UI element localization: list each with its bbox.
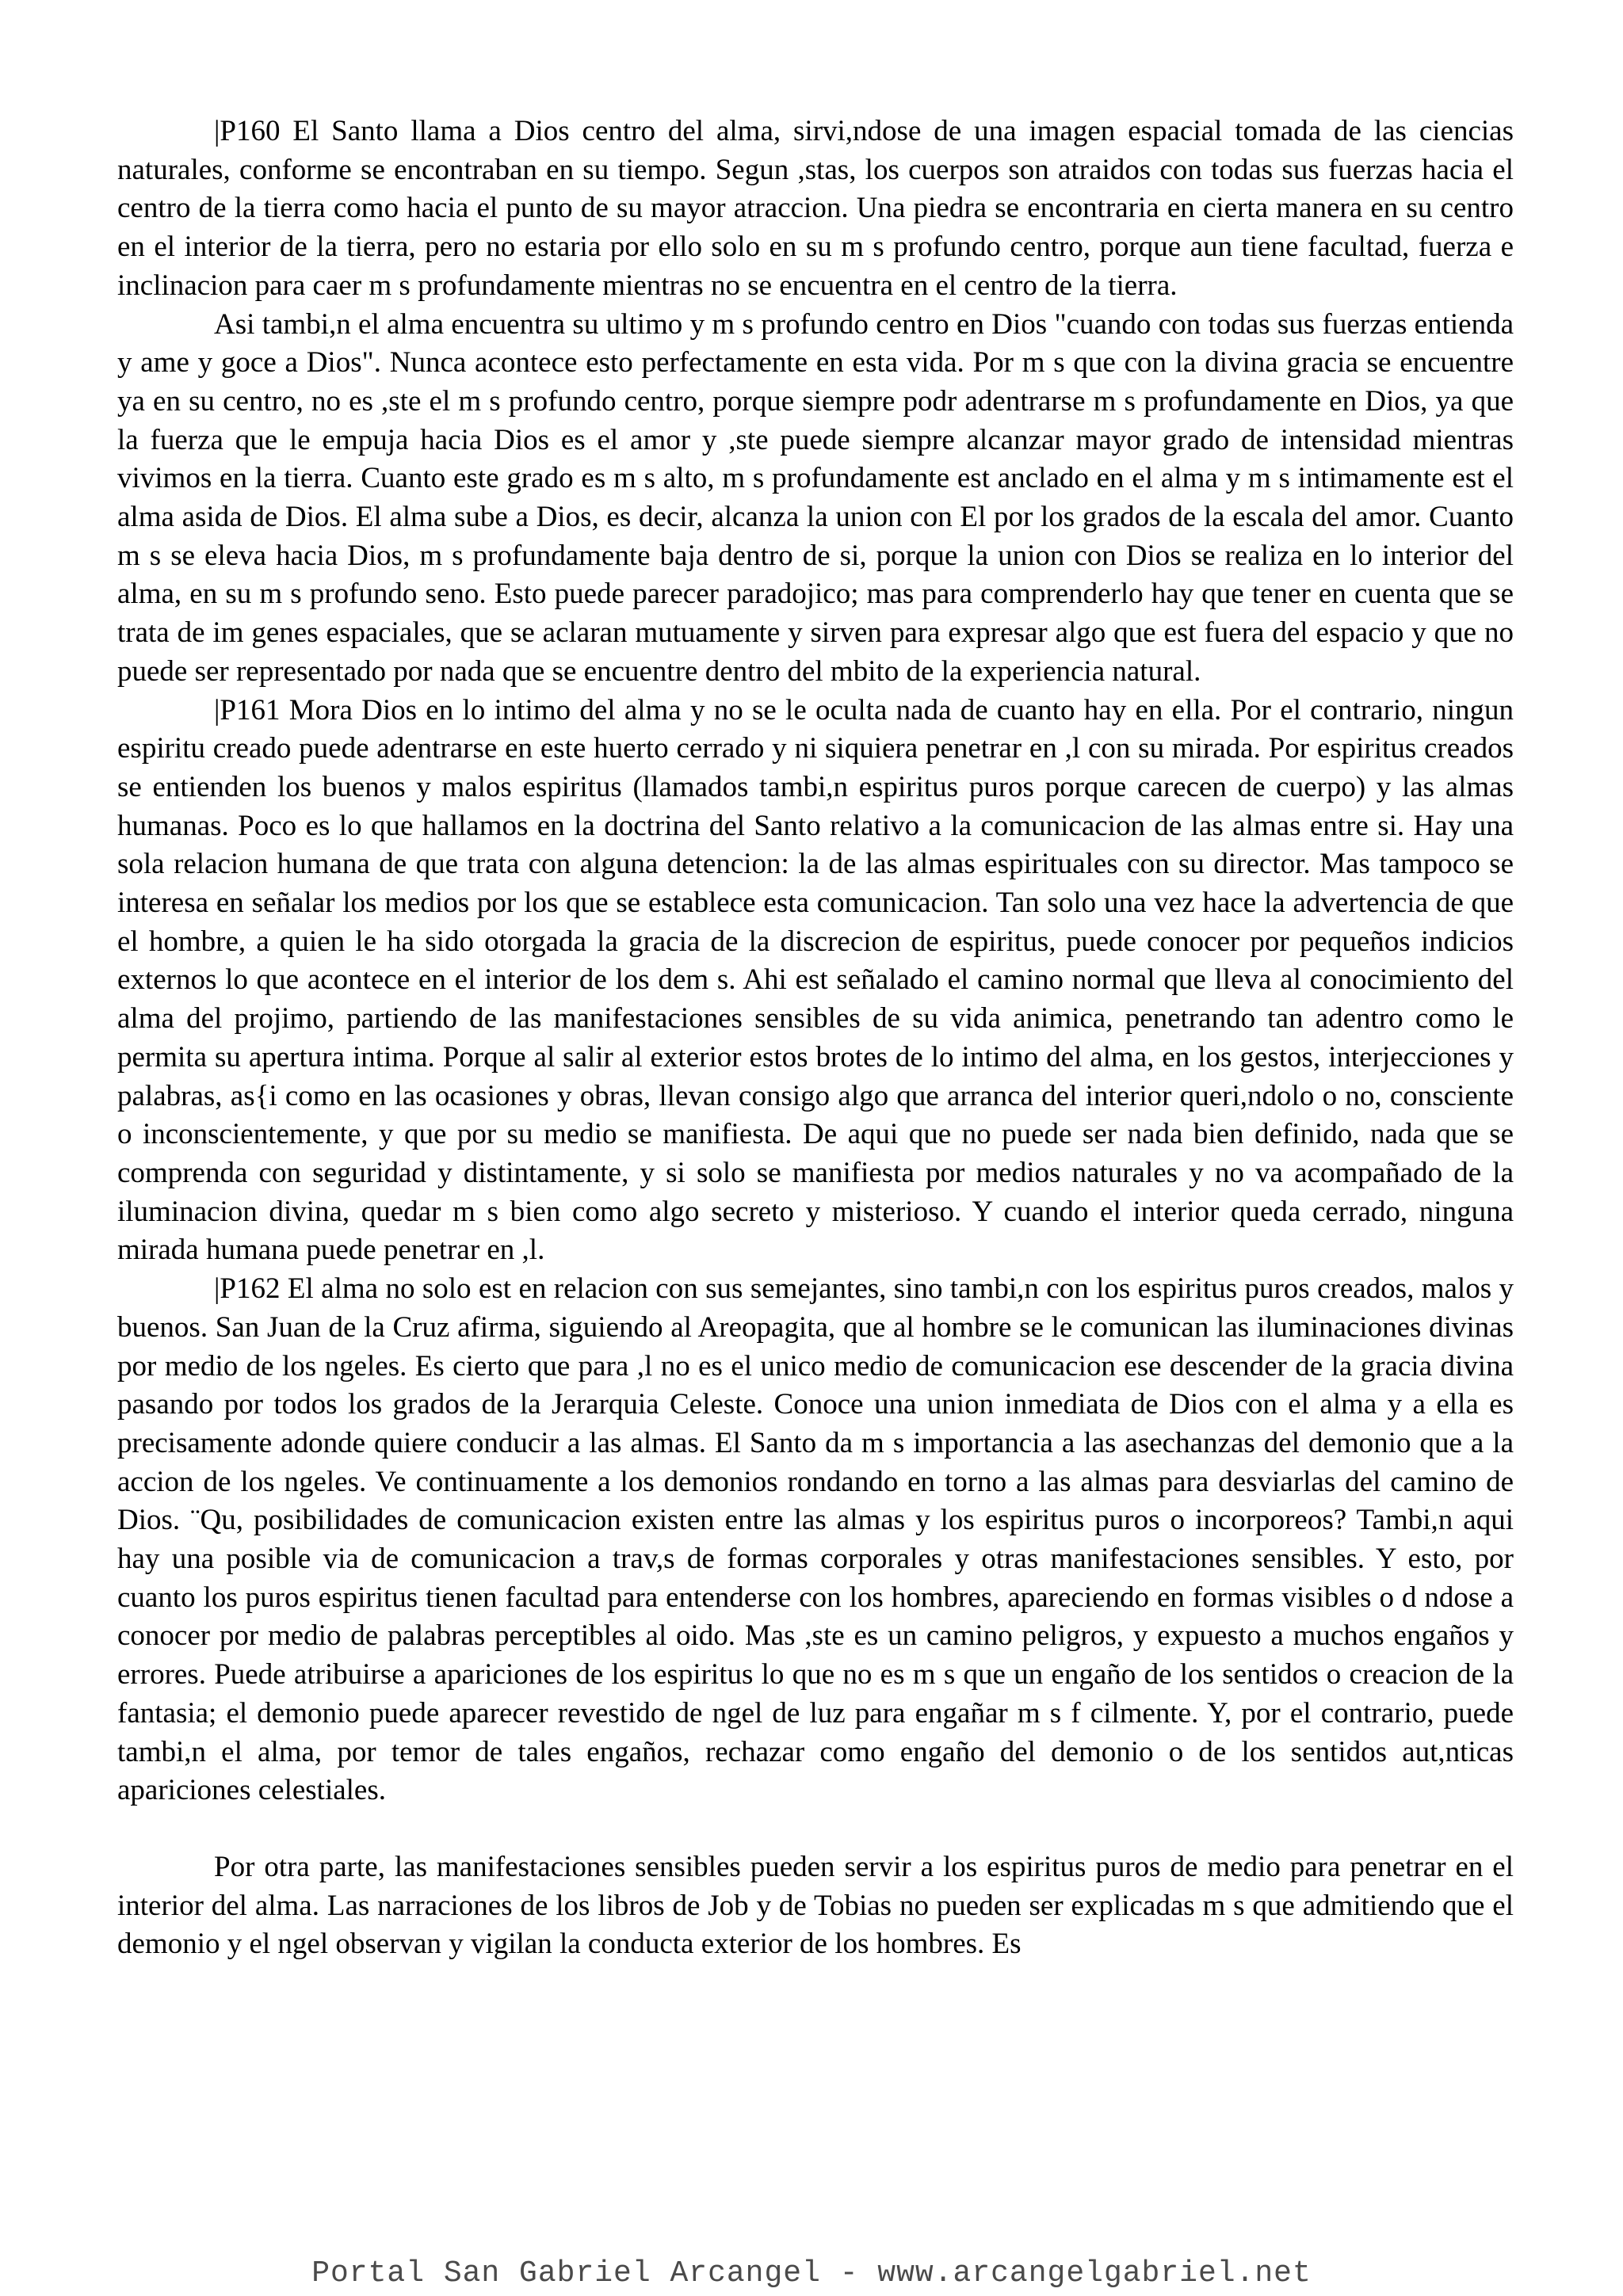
paragraph-asi-tambien: Asi tambi,n el alma encuentra su ultimo y m s profundo centro en Dios "cuando con todas sus fuerzas entienda y ame y goce a Dios". Nunca acontece esto perfectamente en esta vida. Por m s que con la divina gracia se encuentre ya en su centro, no es ,ste el m s profundo centro, porque siempre podr adentrarse m s profundamente en Dios, ya que la fuerza que le empuja hacia Dios es el amor y ,ste puede siempre alcanzar mayor grado de intensidad mientras vivimos en la tierra. Cuanto este grado es m s alto, m s profundamente est anclado en el alma y m s intimamente est el alma asida de Dios. El alma sube a Dios, es decir, alcanza la union con El por los grados de la escala del amor. Cuanto m s se eleva hacia Dios, m s profundamente baja dentro de si, porque la union con Dios se realiza en lo interior del alma, en su m s profundo seno. Esto puede parecer paradojico; mas para comprenderlo hay que tener en cuenta que se trata de im genes espaciales, que se aclaran mutuamente y sirven para expresar algo que est fuera del espacio y que no puede ser representado por nada que se encuentre dentro del mbito de la experiencia natural. [117,307,1514,688]
page-footer: Portal San Gabriel Arcangel - www.arcangelgabriel.net [311,2256,1312,2290]
paragraph-p162: |P162 El alma no solo est en relacion con sus semejantes, sino tambi,n con los espiritus puros creados, malos y buenos. San Juan de la Cruz afirma, siguiendo al Areopagita, que al hombre se le comunican las iluminaciones divinas por medio de los ngeles. Es cierto que para ,l no es el unico medio de comunicacion ese descender de la gracia divina pasando por todos los grados de la Jerarquia Celeste. Conoce una union inmediata de Dios con el alma y a ella es precisamente adonde quiere conducir a las almas. El Santo da m s importancia a las asechanzas del demonio que a la accion de los ngeles. Ve continuamente a los demonios rondando en torno a las almas para desviarlas del camino de Dios. ¨Qu, posibilidades de comunicacion existen entre las almas y los espiritus puros o incorporeos? Tambi,n aqui hay una posible via de comunicacion a trav,s de formas corporales y otras manifestaciones sensibles. Y esto, por cuanto los puros espiritus tienen facultad para entenderse con los hombres, apareciendo en formas visibles o d ndose a conocer por medio de palabras perceptibles al oido. Mas ,ste es un camino peligros, y expuesto a muchos engaños y errores. Puede atribuirse a apariciones de los espiritus lo que no es m s que un engaño de los sentidos o creacion de la fantasia; el demonio puede aparecer revestido de ngel de luz para engañar m s f cilmente. Y, por el contrario, puede tambi,n el alma, por temor de tales engaños, rechazar como engaño del demonio o de los sentidos aut,nticas apariciones celestiales. [117,1272,1514,1807]
paragraph-p161: |P161 Mora Dios en lo intimo del alma y no se le oculta nada de cuanto hay en ella. Por el contrario, ningun espiritu creado puede adentrarse en este huerto cerrado y ni siquiera penetrar en ,l con su mirada. Por espiritus creados se entienden los buenos y malos espiritus (llamados tambi,n espiritus puros porque carecen de cuerpo) y las almas humanas. Poco es lo que hallamos en la doctrina del Santo relativo a la comunicacion de las almas entre si. Hay una sola relacion humana de que trata con alguna detencion: la de las almas espirituales con su director. Mas tampoco se interesa en señalar los medios por los que se establece esta comunicacion. Tan solo una vez hace la advertencia de que el hombre, a quien le ha sido otorgada la gracia de la discrecion de espiritus, puede conocer por pequeños indicios externos lo que acontece en el interior de los dem s. Ahi est señalado el camino normal que lleva al conocimiento del alma del projimo, partiendo de las manifestaciones sensibles de su vida animica, penetrando tan adentro como le permita su apertura intima. Porque al salir al exterior estos brotes de lo intimo del alma, en los gestos, interjecciones y palabras, as{i como en las ocasiones y obras, llevan consigo algo que arranca del interior queri,ndolo o no, consciente o inconscientemente, y que por su medio se manifiesta. De aqui que no puede ser nada bien definido, nada que se comprenda con seguridad y distintamente, y si solo se manifiesta por medios naturales y no va acompañado de la iluminacion divina, quedar m s bien como algo secreto y misterioso. Y cuando el interior queda cerrado, ninguna mirada humana puede penetrar en ,l. [117,693,1514,1267]
paragraph-por-otra-parte: Por otra parte, las manifestaciones sensibles pueden servir a los espiritus puros de medio para penetrar en el interior del alma. Las narraciones de los libros de Job y de Tobias no pueden ser explicadas m s que admitiendo que el demonio y el ngel observan y vigilan la conducta exterior de los hombres. Es [117,1850,1514,1961]
document-body [117,113,1514,1964]
paragraph-p160: |P160 El Santo llama a Dios centro del alma, sirvi,ndose de una imagen espacial tomada de las ciencias naturales, conforme se encontraban en su tiempo. Segun ,stas, los cuerpos son atraidos con todas sus fuerzas hacia el centro de la tierra como hacia el punto de su mayor atraccion. Una piedra se encontraria en cierta manera en su centro en el interior de la tierra, pero no estaria por ello solo en su m s profundo centro, porque aun tiene facultad, fuerza e inclinacion para caer m s profundamente mientras no se encuentra en el centro de la tierra. [117,115,1514,302]
